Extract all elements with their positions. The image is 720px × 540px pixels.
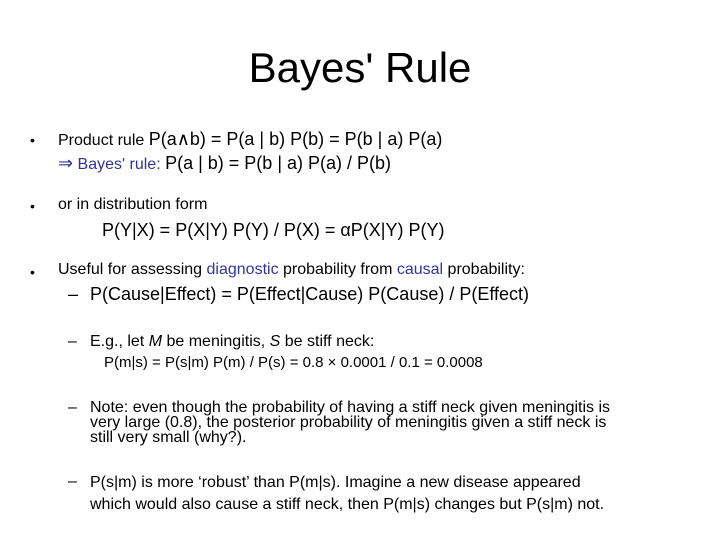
diagnostic-text-1: Useful for assessing bbox=[58, 261, 203, 278]
product-rule-formula: P(a∧b) = P(a | b) P(b) = P(b | a) P(a) bbox=[148, 129, 443, 149]
note-text bbox=[90, 400, 610, 445]
robust-text bbox=[90, 472, 604, 516]
example-calculation: P(m|s) = P(s|m) P(m) / P(s) = 0.8 × 0.0001 / 0.1 = 0.0008 bbox=[104, 354, 483, 371]
product-rule-label: Product rule bbox=[58, 132, 145, 149]
example-prefix: E.g., let bbox=[90, 333, 145, 350]
diagnostic-highlight: diagnostic bbox=[206, 261, 279, 278]
bullet-marker: • bbox=[30, 132, 35, 148]
example-line bbox=[90, 332, 374, 352]
distribution-label: or in distribution form bbox=[58, 196, 208, 213]
product-rule-line bbox=[58, 128, 442, 151]
dash-marker: – bbox=[68, 333, 77, 350]
bullet-marker: • bbox=[30, 264, 35, 280]
diagnostic-text-3: probability: bbox=[447, 261, 525, 278]
bayes-rule-label: Bayes' rule: bbox=[77, 156, 161, 173]
bullet-marker: • bbox=[30, 198, 35, 214]
dash-marker: – bbox=[68, 284, 79, 304]
note-line: Note: even though the probability of having a stiff neck given meningitis is bbox=[90, 399, 611, 416]
example-suffix: be stiff neck: bbox=[284, 333, 375, 350]
cause-effect-formula: P(Cause|Effect) = P(Effect|Cause) P(Cause) / P(Effect) bbox=[90, 284, 530, 304]
variable-s: S bbox=[269, 333, 281, 350]
implies-icon: ⇒ bbox=[58, 153, 74, 173]
bayes-rule-line bbox=[58, 152, 391, 175]
diagnostic-line bbox=[58, 260, 525, 280]
robust-line: which would also cause a stiff neck, then P(m|s) changes but P(s|m) not. bbox=[90, 496, 605, 513]
diagnostic-text-2: probability from bbox=[283, 261, 393, 278]
variable-m: M bbox=[148, 333, 163, 350]
note-line: very large (0.8), the posterior probability of meningitis given a stiff neck is bbox=[90, 414, 607, 431]
slide-title: Bayes' Rule bbox=[248, 44, 472, 91]
bayes-rule-formula: P(a | b) = P(b | a) P(a) / P(b) bbox=[165, 153, 392, 173]
robust-line: P(s|m) is more ‘robust’ than P(m|s). Imagine a new disease appeared bbox=[90, 474, 581, 491]
example-mid: be meningitis, bbox=[166, 333, 266, 350]
causal-highlight: causal bbox=[396, 261, 444, 278]
dash-marker: – bbox=[68, 399, 77, 416]
dash-marker: – bbox=[68, 473, 77, 490]
distribution-formula: P(Y|X) = P(X|Y) P(Y) / P(X) = αP(X|Y) P(Y) bbox=[102, 220, 445, 240]
note-line: still very small (why?). bbox=[90, 429, 247, 446]
